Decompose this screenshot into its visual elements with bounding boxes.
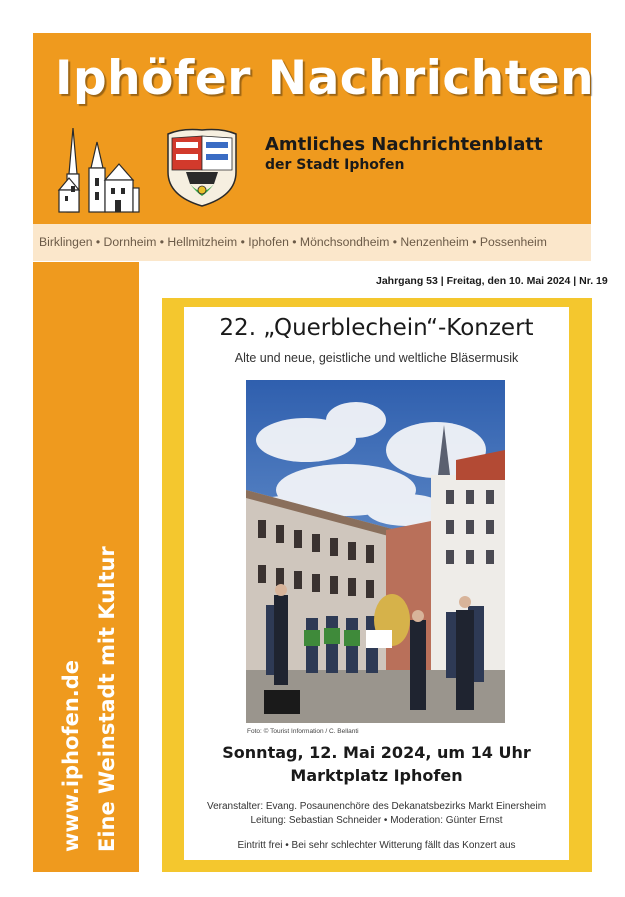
issue-info: Jahrgang 53 | Freitag, den 10. Mai 2024 | Nr. 19 [376, 275, 608, 287]
slogan: Eine Weinstadt mit Kultur [95, 546, 119, 852]
organizer: Veranstalter: Evang. Posaunenchöre des Dekanatsbezirks Markt Einersheim [206, 801, 547, 812]
districts-band [33, 224, 591, 261]
sidebar [33, 262, 139, 872]
newspaper-title: Iphöfer Nachrichten [55, 51, 595, 106]
website-link[interactable]: www.iphofen.de [59, 659, 83, 852]
leadership: Leitung: Sebastian Schneider • Moderation: Günter Ernst [250, 815, 503, 826]
subtitle-line-1: Amtliches Nachrichtenblatt [265, 134, 543, 155]
church-silhouette-icon [57, 128, 141, 214]
concert-poster [184, 307, 569, 860]
coat-of-arms-icon [162, 126, 242, 210]
districts-list: Birklingen • Dornheim • Hellmitzheim • Iphofen • Mönchsondheim • Nenzenheim • Possenheim [39, 235, 547, 249]
poster-subtitle: Alte und neue, geistliche und weltliche Bläsermusik [234, 351, 519, 365]
admission-note: Eintritt frei • Bei sehr schlechter Witterung fällt das Konzert aus [237, 840, 516, 851]
photo-credit: Foto: © Tourist Information / C. Bellanti [247, 728, 359, 735]
concert-location: Marktplatz Iphofen [290, 766, 463, 785]
subtitle-line-2: der Stadt Iphofen [265, 157, 405, 173]
concert-date: Sonntag, 12. Mai 2024, um 14 Uhr [222, 743, 531, 762]
masthead [33, 33, 595, 224]
poster-title: 22. „Querblechein“-Konzert [219, 315, 534, 341]
concert-photo [246, 380, 505, 723]
